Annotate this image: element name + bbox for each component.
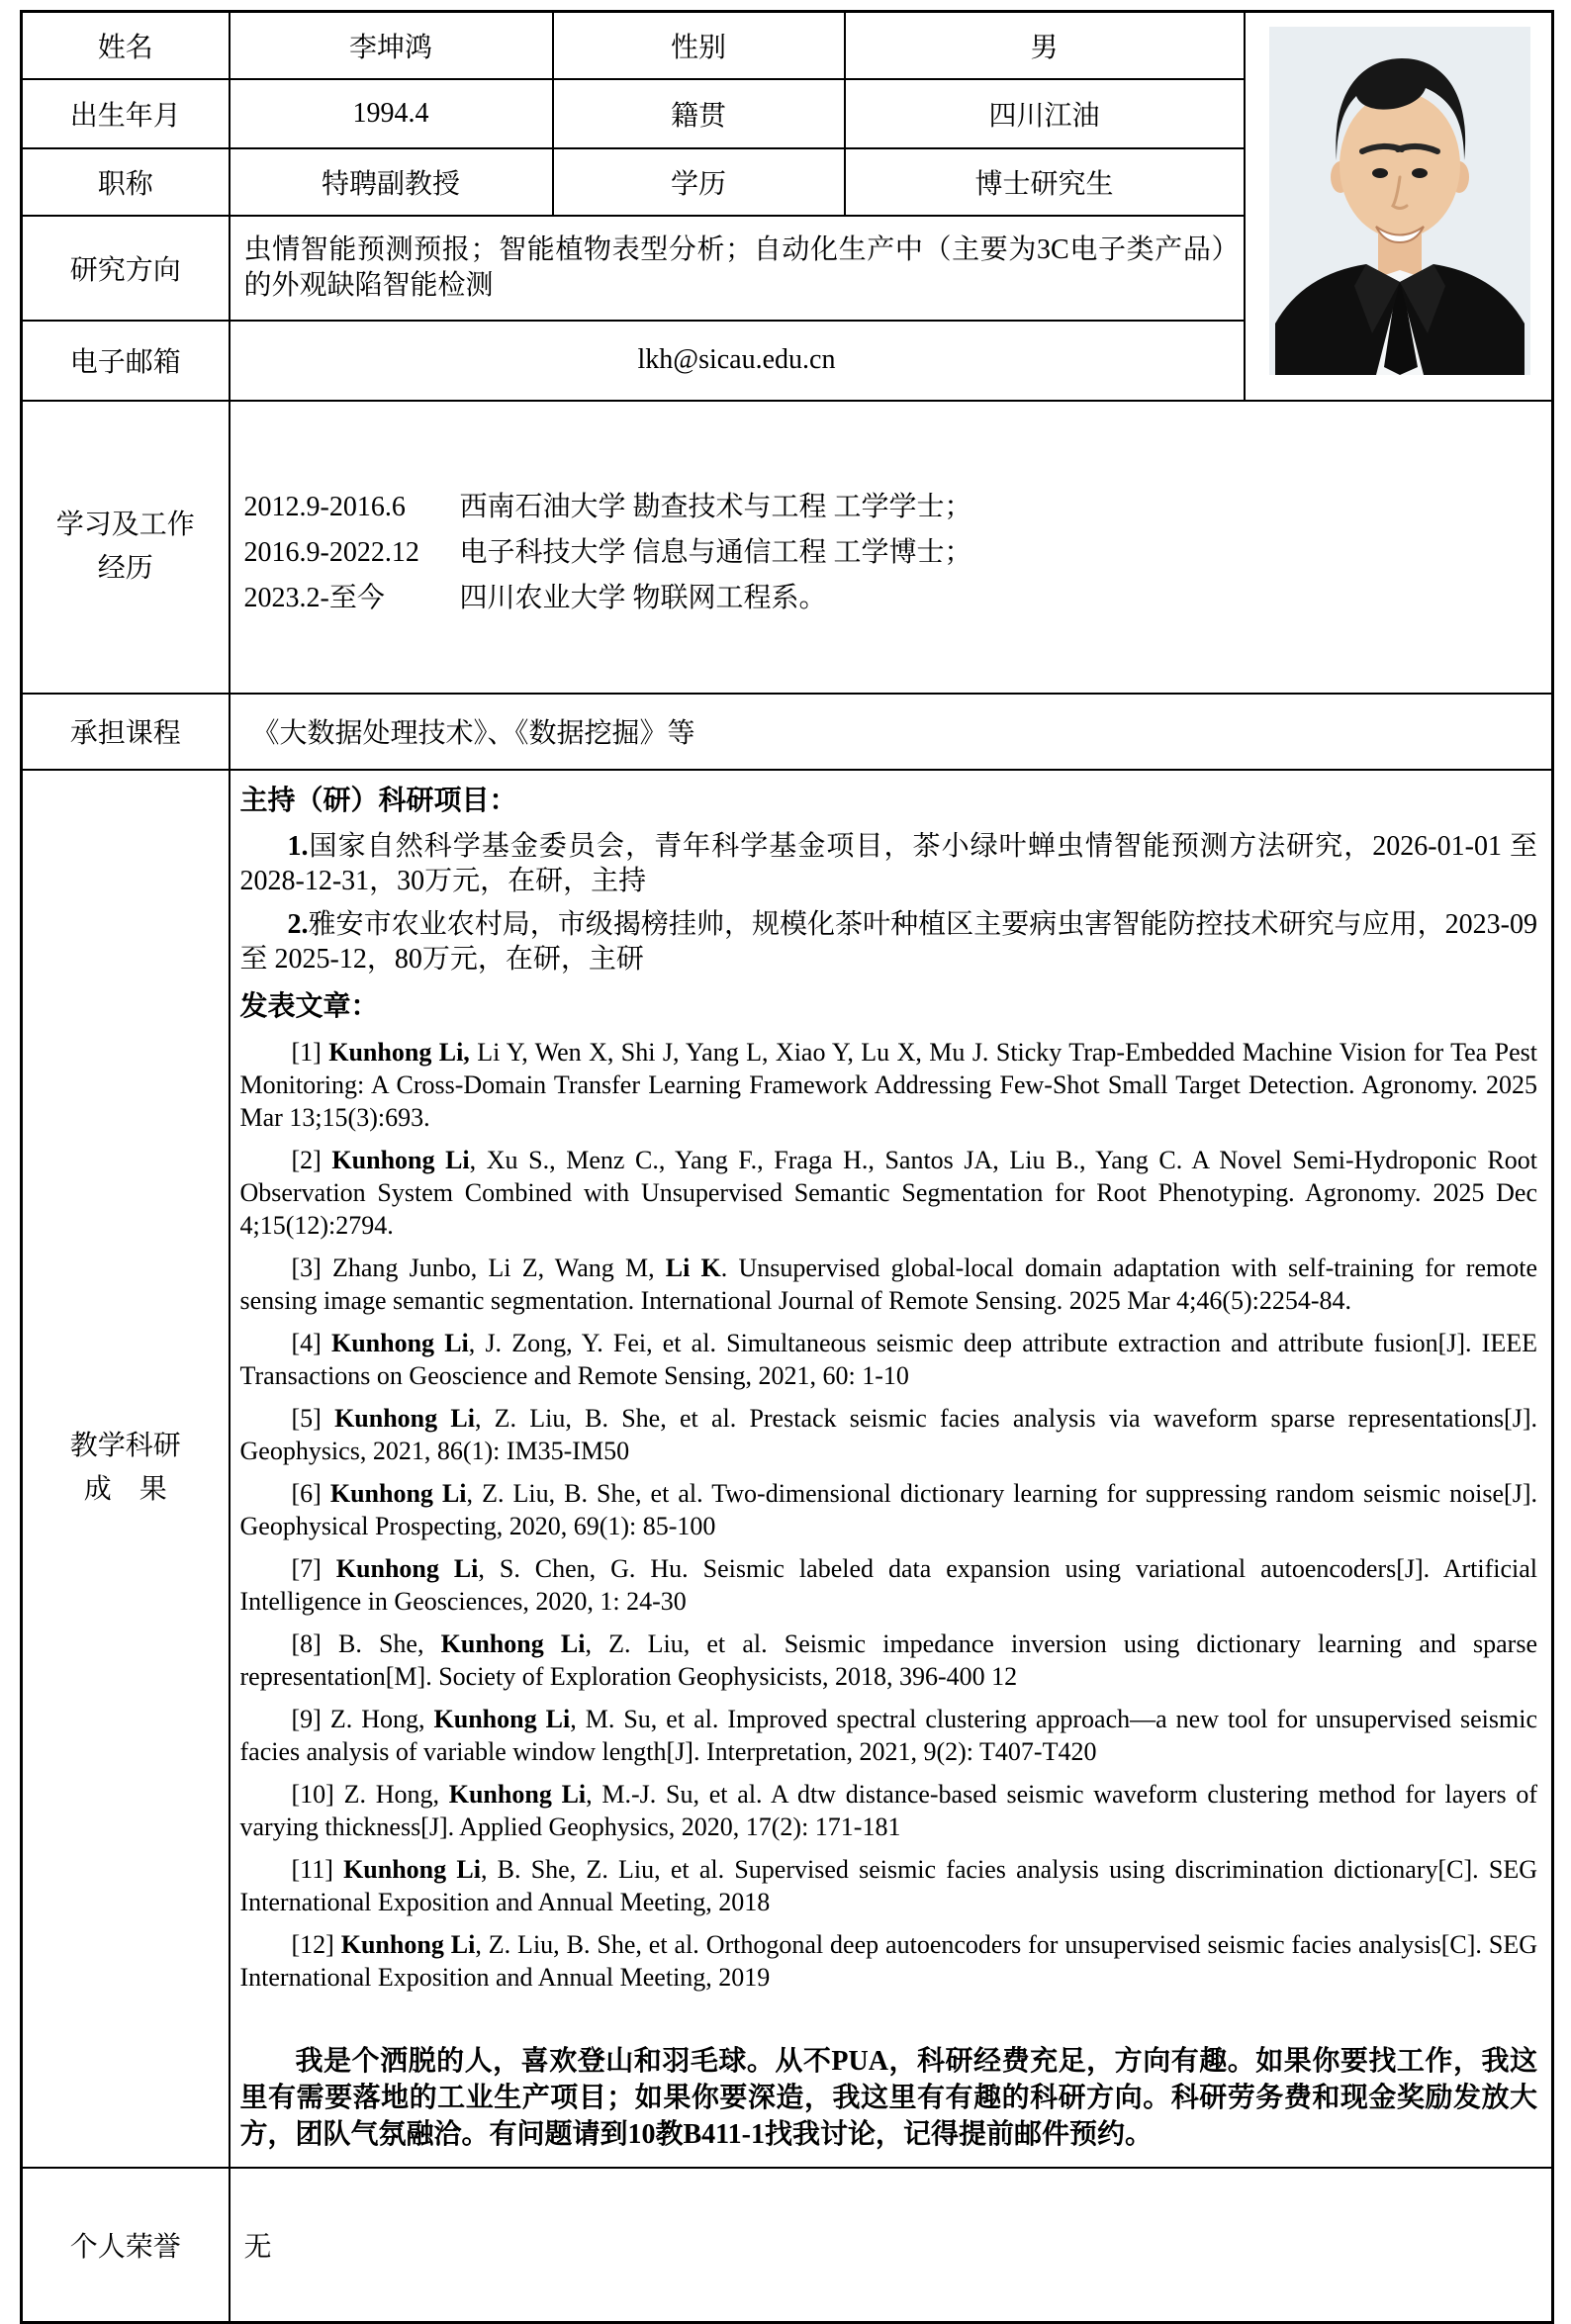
portrait-face bbox=[1340, 92, 1460, 238]
native-place-value: 四川江油 bbox=[845, 79, 1245, 148]
name-label: 姓名 bbox=[22, 12, 230, 79]
experience-period: 2016.9-2022.12 bbox=[243, 536, 419, 568]
publication-item: [4] Kunhong Li, J. Zong, Y. Fei, et al. Simultaneous seismic deep attribute extraction and attribute fusion[J]. IEEE Transactions on Geoscience and Remote Sensing, 2021, 60: 1-10 bbox=[239, 1328, 1537, 1390]
title-label: 职称 bbox=[22, 148, 230, 216]
experience-line bbox=[244, 576, 1542, 621]
achievements-content bbox=[230, 770, 1553, 2168]
title-value: 特聘副教授 bbox=[230, 148, 553, 216]
birth-label: 出生年月 bbox=[22, 79, 230, 148]
email-label: 电子邮箱 bbox=[22, 321, 230, 401]
publication-item: [9] Z. Hong, Kunhong Li, M. Su, et al. Improved spectral clustering approach—a new tool for unsupervised seismic facies analysis of variable window length[J]. Interpretation, 2021, 9(2): T407-T420 bbox=[239, 1704, 1538, 1766]
publications-list bbox=[240, 1036, 1538, 1994]
projects-list bbox=[240, 829, 1538, 976]
email-value: lkh@sicau.edu.cn bbox=[230, 321, 1245, 401]
birth-value: 1994.4 bbox=[230, 79, 553, 148]
publication-item: [7] Kunhong Li, S. Chen, G. Hu. Seismic labeled data expansion using variational autoencoders[J]. Artificial Intelligence in Geosciences, 2020, 1: 24-30 bbox=[239, 1553, 1538, 1616]
publication-item: [12] Kunhong Li, Z. Liu, B. She, et al. Orthogonal deep autoencoders for unsupervised seismic facies analysis[C]. SEG International Exposition and Annual Meeting, 2019 bbox=[239, 1929, 1537, 1992]
row-courses bbox=[22, 694, 1553, 770]
experience-label bbox=[22, 401, 230, 694]
publication-item: [2] Kunhong Li, Xu S., Menz C., Yang F., Fraga H., Santos JA, Liu B., Yang C. A Novel Semi-Hydroponic Root Observation System Combined with Unsupervised Semantic Segmentation for Root Phenotyping. Agronomy. 2025 Dec 4;15(12):2794. bbox=[239, 1145, 1537, 1240]
research-value: 虫情智能预测预报；智能植物表型分析；自动化生产中（主要为3C电子类产品）的外观缺陷智能检测 bbox=[230, 216, 1245, 321]
publication-item: [8] B. She, Kunhong Li, Z. Liu, et al. Seismic impedance inversion using dictionary learning and sparse representation[M]. Society of Exploration Geophysicists, 2018, 396-400 12 bbox=[239, 1628, 1537, 1691]
name-value: 李坤鸿 bbox=[230, 12, 553, 79]
honors-value: 无 bbox=[230, 2168, 1553, 2323]
experience-list bbox=[230, 401, 1553, 694]
row-honors bbox=[22, 2168, 1553, 2323]
photo-cell bbox=[1245, 12, 1553, 401]
courses-value: 《大数据处理技术》、《数据挖掘》等 bbox=[230, 694, 1553, 770]
row-experience bbox=[22, 401, 1553, 694]
experience-line bbox=[244, 485, 1542, 530]
publication-item: [10] Z. Hong, Kunhong Li, M.-J. Su, et al. A dtw distance-based seismic waveform clustering method for layers of varying thickness[J]. Applied Geophysics, 2020, 17(2): 171-181 bbox=[239, 1779, 1537, 1841]
gender-label: 性别 bbox=[553, 12, 845, 79]
experience-period: 2023.2-至今 bbox=[243, 582, 385, 613]
projects-header: 主持（研）科研项目： bbox=[239, 785, 517, 816]
experience-detail: 四川农业大学 物联网工程系。 bbox=[459, 582, 827, 613]
portrait-photo bbox=[1269, 27, 1530, 375]
gender-value: 男 bbox=[845, 12, 1245, 79]
publication-item: [6] Kunhong Li, Z. Liu, B. She, et al. Two-dimensional dictionary learning for suppressing random seismic noise[J]. Geophysical Prospecting, 2020, 69(1): 85-100 bbox=[239, 1478, 1537, 1540]
project-item: 1.国家自然科学基金委员会，青年科学基金项目，茶小绿叶蝉虫情智能预测方法研究，2026-01-01 至 2028-12-31，30万元，在研，主持 bbox=[239, 830, 1537, 896]
degree-value: 博士研究生 bbox=[845, 148, 1245, 216]
achievements-label bbox=[22, 770, 230, 2168]
publication-item: [5] Kunhong Li, Z. Liu, B. She, et al. Prestack seismic facies analysis via waveform sparse representations[J]. Geophysics, 2021, 86(1): IM35-IM50 bbox=[239, 1403, 1537, 1465]
achievements-label-line2: 成 果 bbox=[83, 1474, 167, 1505]
experience-detail: 电子科技大学 信息与通信工程 工学博士； bbox=[459, 536, 972, 568]
publication-item: [11] Kunhong Li, B. She, Z. Liu, et al. Supervised seismic facies analysis using discrimination dictionary[C]. SEG International Exposition and Annual Meeting, 2018 bbox=[239, 1854, 1537, 1916]
degree-label: 学历 bbox=[553, 148, 845, 216]
experience-period: 2012.9-2016.6 bbox=[243, 491, 406, 522]
publication-item: [1] Kunhong Li, Li Y, Wen X, Shi J, Yang L, Xiao Y, Lu X, Mu J. Sticky Trap-Embedded Machine Vision for Tea Pest Monitoring: A Cross-Domain Transfer Learning Framework Addressing Few-Shot Small Target Detection. Agronomy. 2025 Mar 13;15(3):693. bbox=[239, 1037, 1537, 1132]
project-item: 2.雅安市农业农村局，市级揭榜挂帅，规模化茶叶种植区主要病虫害智能防控技术研究与应用，2023-09 至 2025-12，80万元，在研，主研 bbox=[239, 908, 1537, 975]
cv-table bbox=[20, 10, 1554, 2324]
experience-label-line1: 学习及工作 bbox=[55, 509, 195, 540]
honors-label: 个人荣誉 bbox=[22, 2168, 230, 2323]
courses-label: 承担课程 bbox=[22, 694, 230, 770]
research-label: 研究方向 bbox=[22, 216, 230, 321]
row-name-gender bbox=[22, 12, 1553, 79]
publication-item: [3] Zhang Junbo, Li Z, Wang M, Li K. Unsupervised global-local domain adaptation with self-training for remote sensing image semantic segmentation. International Journal of Remote Sensing. 2025 Mar 4;46(5):2254-84. bbox=[239, 1253, 1537, 1315]
achievements-label-line1: 教学科研 bbox=[69, 1431, 181, 1461]
cv-page bbox=[0, 10, 1571, 2263]
experience-label-line2: 经历 bbox=[97, 552, 153, 584]
personal-note: 我是个洒脱的人，喜欢登山和羽毛球。从不PUA，科研经费充足，方向有趣。如果你要找工作，我这里有需要落地的工业生产项目；如果你要深造，我这里有有趣的科研方向。科研劳务费和现金奖励发放大方，团队气氛融洽。有问题请到10教B411-1找我讨论，记得提前邮件预约。 bbox=[239, 2045, 1537, 2150]
experience-detail: 西南石油大学 勘查技术与工程 工学学士； bbox=[459, 491, 972, 522]
publications-header: 发表文章： bbox=[239, 990, 379, 1022]
experience-line bbox=[244, 530, 1542, 576]
native-place-label: 籍贯 bbox=[553, 79, 845, 148]
row-achievements bbox=[22, 770, 1553, 2168]
